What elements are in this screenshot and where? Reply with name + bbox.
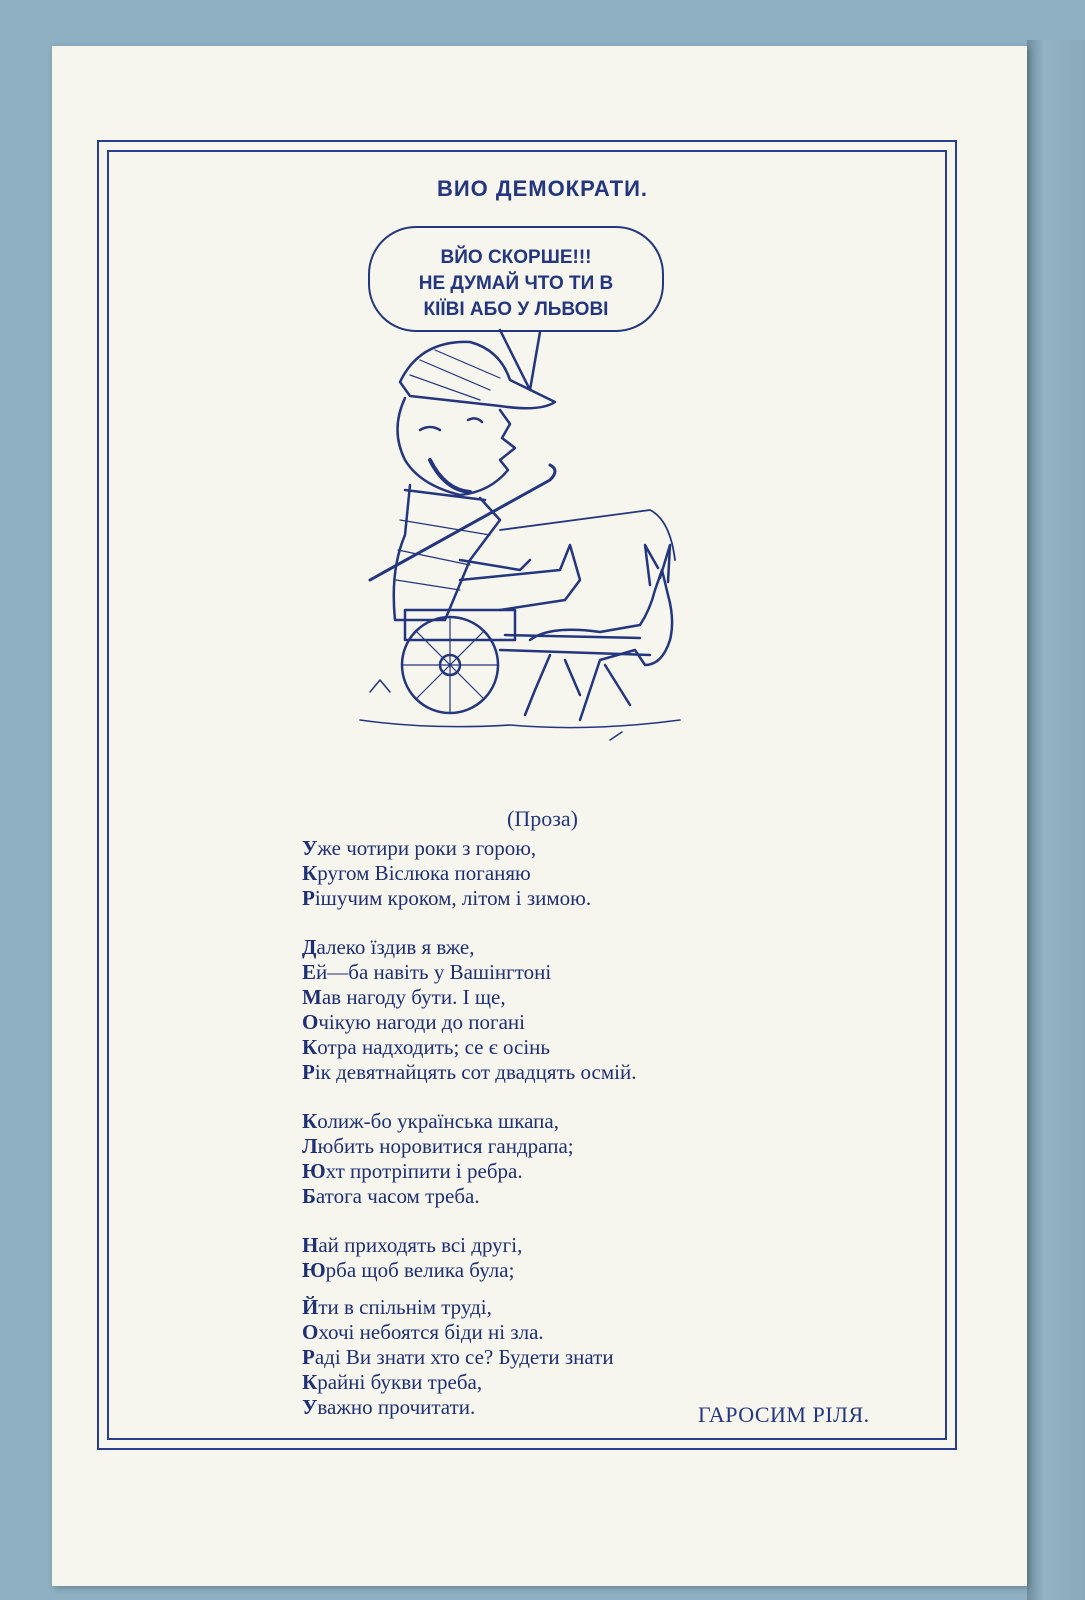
poem-stanza (302, 836, 862, 911)
poem-stanza (302, 1233, 862, 1283)
poem-line: Уважно прочитати. (302, 1395, 476, 1419)
poem-line: Юхт протріпити і ребра. (302, 1159, 523, 1183)
poem-stanza (302, 935, 862, 1085)
poem-line: Юрба щоб велика була; (302, 1258, 515, 1282)
poem-stanza (302, 1109, 862, 1209)
poem-line: Мав нагоду бути. І ще, (302, 985, 506, 1009)
poem-line: Батога часом треба. (302, 1184, 480, 1208)
poem-line: Йти в спільнім труді, (302, 1295, 492, 1319)
poem-line: Най приходять всі другі, (302, 1233, 523, 1257)
poem-line: Охочі небоятся біди ні зла. (302, 1320, 544, 1344)
speech-bubble-line: КІЇВІ АБО У ЛЬВОВІ (423, 299, 609, 320)
author-signature: ГАРОСИМ РІЛЯ. (698, 1402, 870, 1427)
poem-line: Уже чотири роки з горою, (302, 836, 537, 860)
poem-line: Котра надходить; се є осінь (302, 1035, 550, 1059)
poem (302, 836, 862, 1420)
poem-line: Далеко їздив я вже, (302, 935, 475, 959)
page-title: ВИО ДЕМОКРАТИ. (436, 176, 649, 201)
speech-bubble-line: НЕ ДУМАЙ ЧТО ТИ В (418, 273, 614, 294)
poem-line: Любить норовитися гандрапа; (302, 1134, 574, 1158)
cartoon-illustration (350, 320, 690, 780)
speech-bubble-line: ВЙО СКОРШЕ!!! (440, 247, 592, 268)
poem-line: Ей—ба навіть у Вашінгтоні (302, 960, 552, 984)
subtitle: (Проза) (507, 806, 578, 831)
poem-line: Колиж-бо українська шкапа, (302, 1109, 559, 1133)
poem-line: Рішучим кроком, літом і зимою. (302, 886, 592, 910)
poem-line: Раді Ви знати хто се? Будети знати (302, 1345, 614, 1369)
poem-line: Крайні букви треба, (302, 1370, 483, 1394)
poem-line: Кругом Віслюка поганяю (302, 861, 531, 885)
poem-line: Очікую нагоди до погані (302, 1010, 525, 1034)
poem-line: Рік девятнайцять сот двадцять осмій. (302, 1060, 637, 1084)
speech-bubble (368, 226, 664, 332)
